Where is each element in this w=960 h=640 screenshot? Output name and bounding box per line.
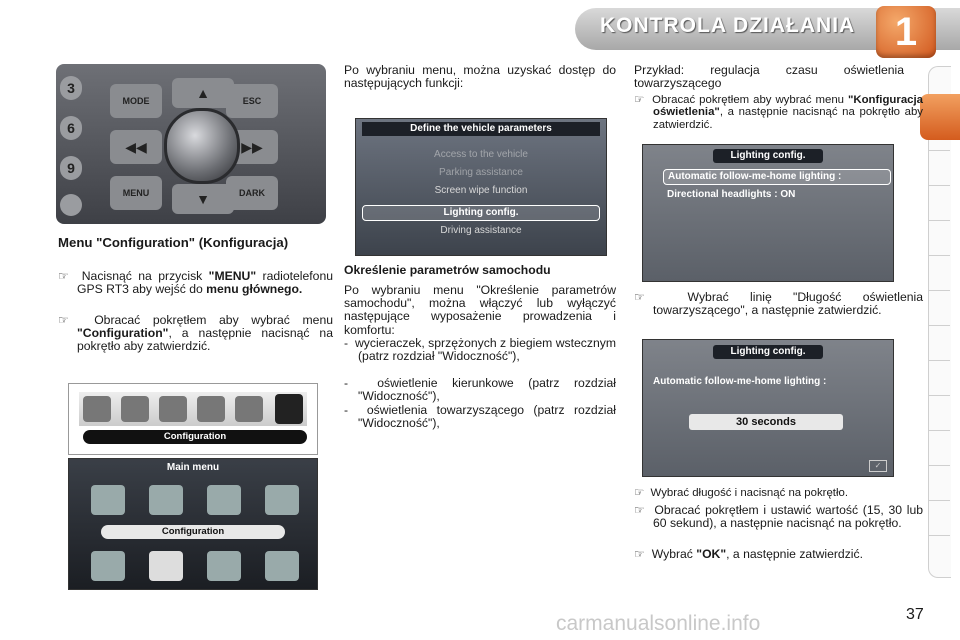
hand-pointer-icon: ☞ [634, 94, 653, 106]
tab-divider [928, 395, 950, 396]
instruction-bullet: ☞ Nacisnąć na przycisk "MENU" radiotelefonu GPS RT3 aby wejść do menu głównego. [58, 269, 334, 297]
screen-title: Lighting config. [713, 345, 823, 359]
page-title: KONTROLA DZIAŁANIA [600, 14, 856, 37]
menu-item[interactable]: Directional headlights : ON [667, 189, 796, 200]
navigation-icon[interactable] [83, 396, 111, 422]
instruction-bullet: ☞ Wybrać długość i nacisnąć na pokrętło. [634, 487, 848, 499]
page-number: 37 [906, 606, 924, 623]
up-arrow-button[interactable]: ▲ [172, 78, 234, 108]
telephone-icon[interactable] [91, 551, 125, 581]
instruction-bullet: ☞ Obracać pokrętłem i ustawić wartość (15, 30 lub 60 sekund), a następnie nacisnąć na pokrętło. [634, 503, 923, 531]
down-arrow-button[interactable]: ▼ [172, 184, 234, 214]
directory-icon[interactable] [197, 396, 225, 422]
chapter-number: 1 [876, 6, 936, 58]
menu-item[interactable]: Driving assistance [440, 225, 522, 236]
dark-button[interactable]: DARK [226, 176, 278, 210]
configuration-icon[interactable] [149, 551, 183, 581]
icon-row [79, 392, 307, 426]
hand-pointer-icon: ☞ [634, 503, 655, 517]
audio-icon[interactable] [121, 396, 149, 422]
duration-value-field[interactable]: 30 seconds [689, 414, 843, 430]
tab-divider [928, 290, 950, 291]
tab-divider [928, 465, 950, 466]
hand-pointer-icon: ☞ [58, 269, 82, 283]
tab-divider [928, 185, 950, 186]
instruction-bullet: ☞ Obracać pokrętłem aby wybrać menu "Configuration", a następnie nacisnąć na pokrętło aby zatwierdzić. [58, 313, 334, 354]
dash-list-item: - oświetlenia towarzyszącego (patrz rozdział "Widoczność"), [344, 403, 616, 431]
ok-icon[interactable]: ✓ [869, 460, 887, 472]
body-paragraph: Po wybraniu menu "Określenie parametrów samochodu", można włączyć lub wyłączyć następujące wyposażenie prowadzenia i komfortu: [344, 283, 616, 337]
screen-title: Lighting config. [713, 149, 823, 163]
hand-pointer-icon: ☞ [634, 290, 688, 304]
tab-divider [928, 360, 950, 361]
tab-divider [928, 535, 950, 536]
tab-divider [928, 255, 950, 256]
instruction-bullet: ☞ Wybrać linię "Długość oświetlenia towarzyszącego", a następnie zatwierdzić. [634, 290, 923, 318]
icon-strip-label: Configuration [83, 430, 307, 444]
example-paragraph: Przykład: regulacja czasu oświetlenia towarzyszącego [634, 63, 904, 91]
traffic-icon[interactable] [207, 485, 241, 515]
screen-title: Define the vehicle parameters [362, 122, 600, 136]
telephone-icon[interactable] [235, 396, 263, 422]
chapter-tab-active[interactable] [920, 94, 960, 140]
chapter-tabs-rail [928, 66, 951, 578]
screen-title: Main menu [166, 462, 220, 473]
configuration-icon[interactable] [275, 394, 303, 424]
selected-menu-item[interactable]: Configuration [101, 525, 285, 539]
rotary-knob[interactable] [164, 108, 240, 184]
menu-button[interactable]: MENU [110, 176, 162, 210]
dash-list-item: - wycieraczek, sprzężonych z biegiem wstecznym (patrz rozdział "Widoczność"), [344, 336, 616, 364]
esc-button[interactable]: ESC [226, 84, 278, 118]
section-heading-configuration: Menu "Configuration" (Konfiguracja) [58, 235, 289, 250]
preset-key-9[interactable]: 9 [60, 156, 82, 180]
menu-item[interactable]: Screen wipe function [434, 185, 528, 196]
menu-item[interactable]: Parking assistance [439, 167, 523, 178]
preset-key-6[interactable]: 6 [60, 116, 82, 140]
main-menu-screen [68, 458, 318, 590]
menu-item-selected[interactable]: Automatic follow-me-home lighting : [663, 169, 891, 185]
instruction-bullet: ☞ Obracać pokrętłem aby wybrać menu "Konfiguracja oświetlenia", a następnie nacisnąć na pokrętło aby zatwierdzić. [634, 94, 923, 131]
dash-list-item: - oświetlenie kierunkowe (patrz rozdział "Widoczność"), [344, 376, 616, 404]
mode-button[interactable]: MODE [110, 84, 162, 118]
hand-pointer-icon: ☞ [634, 487, 651, 499]
instruction-bullet: ☞ Wybrać "OK", a następnie zatwierdzić. [634, 547, 863, 561]
menu-item-selected[interactable]: Lighting config. [362, 205, 600, 221]
hand-pointer-icon: ☞ [58, 313, 95, 327]
navigation-icon[interactable] [91, 485, 125, 515]
rewind-button[interactable]: ◀◀ [110, 130, 162, 164]
preset-key[interactable] [60, 194, 82, 216]
audio-icon[interactable] [149, 485, 183, 515]
tab-divider [928, 150, 950, 151]
menu-item[interactable]: Access to the vehicle [434, 149, 528, 160]
manual-icon[interactable] [207, 551, 241, 581]
tab-divider [928, 500, 950, 501]
tab-divider [928, 325, 950, 326]
vehicle-parameters-screen [355, 118, 607, 256]
tab-divider [928, 430, 950, 431]
directory-icon[interactable] [265, 485, 299, 515]
fast-forward-button[interactable]: ▶▶ [226, 130, 278, 164]
intro-paragraph: Po wybraniu menu, można uzyskać dostęp do następujących funkcji: [344, 63, 616, 91]
lighting-duration-screen [642, 339, 894, 477]
tab-divider [928, 220, 950, 221]
watermark: carmanualsonline.info [556, 612, 761, 635]
setting-label: Automatic follow-me-home lighting : [653, 376, 827, 387]
preset-key-3[interactable]: 3 [60, 76, 82, 100]
section-heading-vehicle-parameters: Określenie parametrów samochodu [344, 263, 551, 277]
configuration-icon-strip [68, 383, 318, 455]
traffic-icon[interactable] [159, 396, 187, 422]
radio-control-panel [56, 64, 326, 224]
video-icon[interactable] [265, 551, 299, 581]
lighting-config-screen [642, 144, 894, 282]
hand-pointer-icon: ☞ [634, 547, 652, 561]
